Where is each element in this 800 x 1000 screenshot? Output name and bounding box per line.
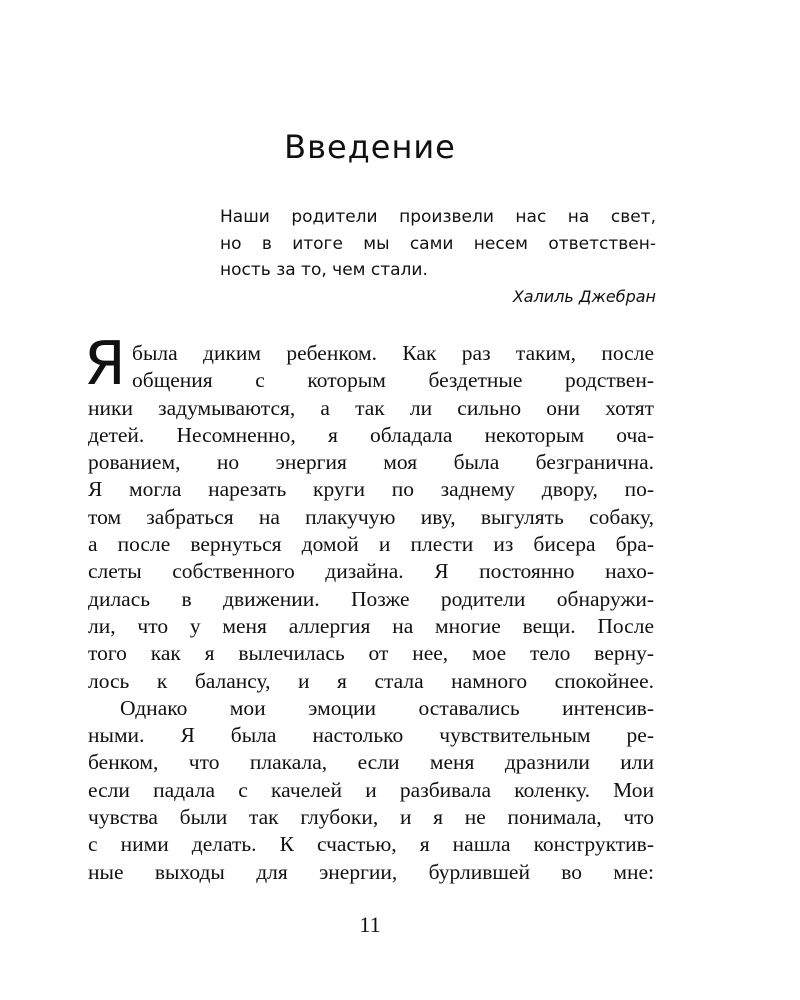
text-line: а после вернуться домой и плести из бисера бра- xyxy=(88,532,654,557)
text-line: того как я вылечилась от нее, мое тело верну- xyxy=(88,641,654,666)
text-line: если падала с качелей и разбивала коленку. Мои xyxy=(88,777,654,802)
text-line: Однако мои эмоции оставались интенсив- xyxy=(120,695,654,720)
epigraph-author: Халиль Джебран xyxy=(512,286,656,306)
text-line: с ними делать. К счастью, я нашла конструктив- xyxy=(88,832,654,857)
page-number: 11 xyxy=(359,912,381,937)
drop-cap: Я xyxy=(84,329,126,399)
text-line: том забраться на плакучую иву, выгулять собаку, xyxy=(88,504,654,529)
text-line: рованием, но энергия моя была безгранична. xyxy=(88,450,654,475)
text-line: чувства были так глубоки, и я не понимала, что xyxy=(88,805,654,830)
text-line: была диким ребенком. Как раз таким, после xyxy=(132,341,654,365)
body-text xyxy=(84,329,654,886)
text-line: ли, что у меня аллергия на многие вещи. После xyxy=(88,613,654,638)
text-line: бенком, что плакала, если меня дразнили или xyxy=(88,750,654,775)
text-line: детей. Несомненно, я обладала некоторым оча- xyxy=(88,422,654,447)
epigraph-line: Наши родители произвели нас на свет, xyxy=(220,207,656,227)
chapter-title: Введение xyxy=(284,128,456,166)
text-line: дилась в движении. Позже родители обнаружи- xyxy=(88,586,654,611)
text-line: Я могла нарезать круги по заднему двору, по- xyxy=(88,477,654,502)
text-line: слеты собственного дизайна. Я постоянно нахо- xyxy=(88,559,654,584)
text-line: общения с которым бездетные родствен- xyxy=(132,368,654,393)
epigraph xyxy=(220,204,656,310)
text-line: ники задумываются, а так ли сильно они хотят xyxy=(88,395,654,420)
epigraph-line: но в итоге мы сами несем ответствен- xyxy=(220,233,656,254)
text-line: ными. Я была настолько чувствительным ре- xyxy=(88,723,654,748)
text-line: лось к балансу, и я стала намного спокойнее. xyxy=(88,668,654,693)
epigraph-line: ность за то, чем стали. xyxy=(220,260,428,280)
text-line: ные выходы для энергии, бурлившей во мне: xyxy=(88,859,654,884)
